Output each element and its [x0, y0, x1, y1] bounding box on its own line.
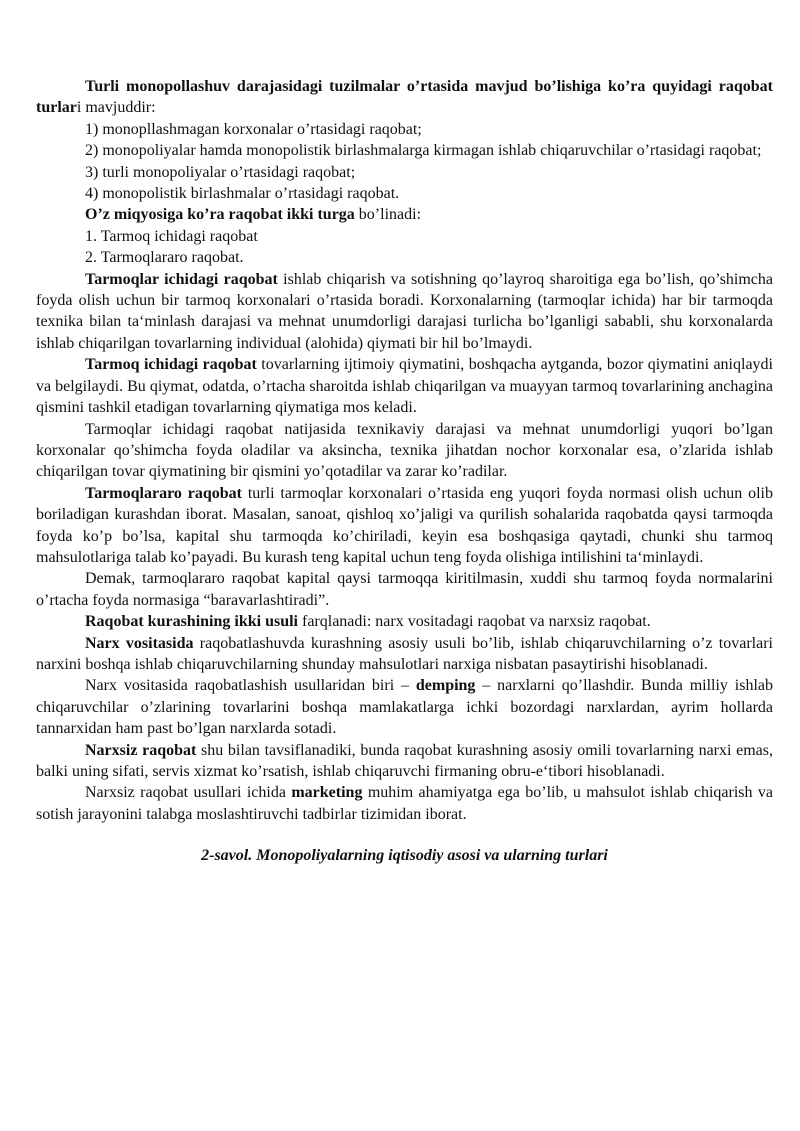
bold-text-run: demping [415, 677, 476, 695]
text-run: 2. Tarmoqlararo raqobat. [85, 249, 244, 267]
text-run: – narxlarni qo’llashdir. Bunda milliy ishlab chiqaruvchilar o’zlarining tovarlarini boshqa mamlakatlarga ichki bozordagi narxlardan, ayrim hollarda tannarxidan ham past bo’lgan narxlarda sotadi. [36, 677, 773, 738]
paragraph [36, 247, 773, 268]
bold-text-run: O’z miqyosiga ko’ra raqobat ikki turga [85, 206, 355, 224]
paragraph [36, 269, 773, 355]
text-run: farqlanadi: narx vositadagi raqobat va narxsiz raqobat. [298, 613, 651, 631]
text-run: 3) turli monopoliyalar o’rtasidagi raqobat; [85, 163, 356, 181]
paragraph [36, 568, 773, 611]
text-run: 1. Tarmoq ichidagi raqobat [85, 227, 258, 245]
bold-text-run: Narx vositasida [85, 634, 194, 652]
text-run: Narxsiz raqobat usullari ichida [85, 784, 292, 802]
paragraph [36, 119, 773, 140]
text-run: Narx vositasida raqobatlashish usullaridan biri – [85, 677, 416, 695]
paragraph [36, 162, 773, 183]
text-run: i mavjuddir: [76, 99, 156, 117]
bold-text-run: Raqobat kurashining ikki usuli [85, 613, 298, 631]
paragraph [36, 140, 773, 161]
bold-text-run: Turli monopollashuv darajasidagi tuzilmalar o’rtasida mavjud bo’lishiga ko’ra quyidagi raqobat turlar [36, 78, 773, 117]
text-run: Demak, tarmoqlararo raqobat kapital qaysi tarmoqqa kiritilmasin, xuddi shu tarmoq foyda normalarini o’rtacha foyda normasiga “baravarlashtiradi”. [36, 570, 773, 609]
text-run: 2) monopoliyalar hamda monopolistik birlashmalarga kirmagan ishlab chiqaruvchilar o’rtasidagi raqobat; [85, 142, 762, 160]
bold-text-run: Narxsiz raqobat [85, 741, 197, 759]
paragraph [36, 633, 773, 676]
text-run: 4) monopolistik birlashmalar o’rtasidagi raqobat. [85, 185, 400, 203]
bold-text-run: Tarmoqlar ichidagi raqobat [85, 270, 278, 288]
text-run: raqobatlashuvda kurashning asosiy usuli bo’lib, ishlab chiqaruvchilarning o’z tovarlari narxini boshqa ishlab chiqaruvchilarning shunday mahsulotlari narxiga nisbatan pasaytirishi hisoblanadi. [36, 634, 773, 673]
paragraph [36, 611, 773, 632]
paragraph [36, 354, 773, 418]
text-run: 1) monopllashmagan korxonalar o’rtasidagi raqobat; [85, 120, 422, 138]
text-run: turli tarmoqlar korxonalari o’rtasida eng yuqori foyda normasi olish uchun olib boriladigan kurashdan iborat. Masalan, sanoat, qishloq xo’jaligi va qurilish sohalarida raqobatda qaysi tarmoqda foyda ko’p bo’lsa, kapital shu tarmoqda ko’chiriladi, keyin esa boshqasiga qaytadi, chunki shu tarmoq mahsulotlariga talab ko’payadi. Bu kurash teng kapital uchun teng foyda olishiga intilishini ta‘minlaydi. [36, 484, 773, 566]
text-run: Tarmoqlar ichidagi raqobat natijasida texnikaviy darajasi va mehnat unumdorligi yuqori bo’lgan korxonalar qo’shimcha foyda oladilar va aksincha, texnika jihatdan nochor korxonalar esa, o’zlarida ishlab chiqarilgan tovar qiymatining bir qismini yo’qotadilar va zarar ko’radilar. [36, 420, 773, 481]
bold-text-run: marketing [291, 784, 363, 802]
paragraph [36, 226, 773, 247]
text-run: bo’linadi: [354, 206, 422, 224]
paragraph [36, 76, 773, 119]
paragraph [36, 782, 773, 825]
section-heading: 2-savol. Monopoliyalarning iqtisodiy asosi va ularning turlari [201, 847, 608, 865]
document-body [36, 76, 773, 825]
paragraph [36, 419, 773, 483]
paragraph [36, 183, 773, 204]
text-run: tovarlarning ijtimoiy qiymatini, boshqacha aytganda, bozor qiymatini aniqlaydi va belgilaydi. Bu qiymat, odatda, o’rtacha sharoitda ishlab chiqarilgan va muayyan tarmoq tovarlarining anchagina qismini tashkil etadigan tovarlarning qiymatiga mos keladi. [36, 356, 773, 417]
paragraph [36, 483, 773, 569]
document-page [36, 76, 773, 867]
paragraph [36, 204, 773, 225]
text-run: ishlab chiqarish va sotishning qo’layroq sharoitiga ega bo’lish, qo’shimcha foyda olish uchun bir tarmoq korxonalari o’rtasida boradi. Korxonalarning (tarmoqlar ichida) har bir tarmoqda texnika bilan ta‘minlash darajasi va mehnat unumdorligi darajasi turlicha bo’lganligi sababli, shu korxonalarda ishlab chiqarilgan tovarlarning individual (alohida) qiymati bir hil bo’lmaydi. [36, 270, 774, 352]
paragraph [36, 740, 773, 783]
text-run: muhim ahamiyatga ega bo’lib, u mahsulot ishlab chiqarish va sotish jarayonini talabga moslashtiruvchi tadbirlar tizimidan iborat. [36, 784, 773, 823]
bold-text-run: Tarmoq ichidagi raqobat [85, 356, 257, 374]
paragraph [36, 675, 773, 739]
bold-text-run: Tarmoqlararo raqobat [85, 484, 242, 502]
text-run: shu bilan tavsiflanadiki, bunda raqobat kurashning asosiy omili tovarlarning narxi emas, balki uning sifati, servis xizmat ko’rsatish, ishlab chiqaruvchi firmaning obru-e‘tibori hisoblanadi. [36, 741, 774, 780]
